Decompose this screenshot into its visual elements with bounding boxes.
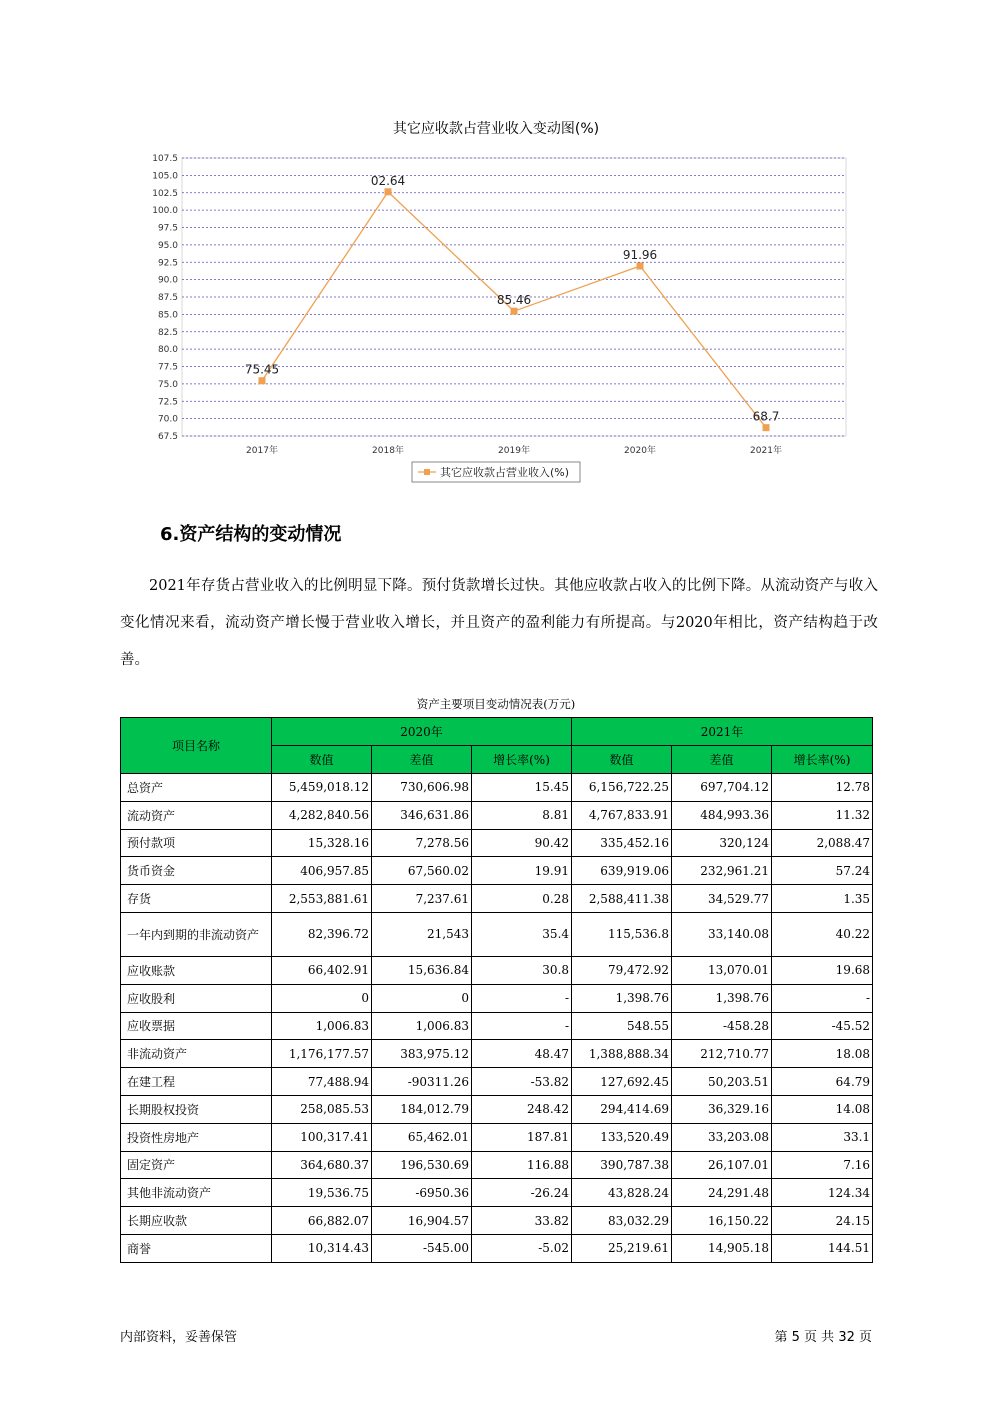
cell-g1: 116.88 — [472, 1151, 572, 1179]
cell-d2: 24,291.48 — [672, 1179, 772, 1207]
table-row — [121, 956, 873, 984]
row-label: 投资性房地产 — [121, 1123, 272, 1151]
cell-g1: 48.47 — [472, 1040, 572, 1068]
cell-d2: 36,329.16 — [672, 1095, 772, 1123]
cell-d1: 21,543 — [372, 912, 472, 956]
y-tick-label: 97.5 — [157, 223, 178, 234]
cell-v2: 639,919.06 — [572, 857, 672, 885]
cell-d2: 697,704.12 — [672, 774, 772, 802]
cell-g1: -26.24 — [472, 1179, 572, 1207]
cell-d1: 7,237.61 — [372, 885, 472, 913]
cell-g2: 1.35 — [772, 885, 873, 913]
row-label: 货币资金 — [121, 857, 272, 885]
cell-g2: 18.08 — [772, 1040, 873, 1068]
cell-g1: 187.81 — [472, 1123, 572, 1151]
cell-g1: 19.91 — [472, 857, 572, 885]
cell-v1: 5,459,018.12 — [272, 774, 372, 802]
cell-v1: 19,536.75 — [272, 1179, 372, 1207]
cell-d2: 484,993.36 — [672, 801, 772, 829]
cell-v2: 127,692.45 — [572, 1068, 672, 1096]
table-row — [121, 1207, 873, 1235]
cell-v2: 6,156,722.25 — [572, 774, 672, 802]
cell-d2: 212,710.77 — [672, 1040, 772, 1068]
cell-v1: 82,396.72 — [272, 912, 372, 956]
subheader-value: 数值 — [272, 746, 372, 774]
cell-g1: 90.42 — [472, 829, 572, 857]
row-label: 一年内到期的非流动资产 — [121, 912, 272, 956]
header-year-2021: 2021年 — [572, 718, 873, 746]
y-tick-label: 75.0 — [157, 379, 178, 390]
table-row — [121, 912, 873, 956]
x-tick-label: 2018年 — [372, 446, 404, 456]
table-row — [121, 885, 873, 913]
page-number: 第 5 页 共 32 页 — [774, 1330, 872, 1345]
cell-g1: 33.82 — [472, 1207, 572, 1235]
cell-g2: 7.16 — [772, 1151, 873, 1179]
chart-svg — [120, 112, 872, 492]
cell-v1: 2,553,881.61 — [272, 885, 372, 913]
cell-g1: -53.82 — [472, 1068, 572, 1096]
row-label: 长期股权投资 — [121, 1095, 272, 1123]
data-point — [385, 188, 392, 195]
legend-marker — [424, 469, 430, 475]
y-tick-label: 92.5 — [157, 258, 178, 269]
cell-v2: 1,398.76 — [572, 984, 672, 1012]
data-label: 85.46 — [496, 293, 532, 308]
cell-g2: 124.34 — [772, 1179, 873, 1207]
cell-v1: 406,957.85 — [272, 857, 372, 885]
section-title: 6.资产结构的变动情况 — [160, 524, 342, 545]
cell-d2: 33,203.08 — [672, 1123, 772, 1151]
data-point — [511, 308, 518, 315]
row-label: 应收股利 — [121, 984, 272, 1012]
cell-v1: 100,317.41 — [272, 1123, 372, 1151]
table-row — [121, 1123, 873, 1151]
cell-d2: -458.28 — [672, 1012, 772, 1040]
cell-d1: 383,975.12 — [372, 1040, 472, 1068]
footer-confidential: 内部资料，妥善保管 — [120, 1330, 238, 1345]
table-row — [121, 1040, 873, 1068]
cell-g2: 40.22 — [772, 912, 873, 956]
cell-v1: 0 — [272, 984, 372, 1012]
cell-d1: -545.00 — [372, 1234, 472, 1262]
cell-v2: 25,219.61 — [572, 1234, 672, 1262]
header-year-2020: 2020年 — [272, 718, 572, 746]
x-tick-label: 2017年 — [246, 446, 278, 456]
row-label: 在建工程 — [121, 1068, 272, 1096]
data-label: 68.7 — [752, 409, 780, 424]
y-tick-label: 70.0 — [157, 414, 178, 425]
cell-d2: 26,107.01 — [672, 1151, 772, 1179]
y-tick-label: 80.0 — [157, 345, 178, 356]
cell-d1: 1,006.83 — [372, 1012, 472, 1040]
cell-v2: 43,828.24 — [572, 1179, 672, 1207]
y-tick-label: 107.5 — [152, 154, 178, 164]
cell-v1: 1,176,177.57 — [272, 1040, 372, 1068]
cell-d2: 320,124 — [672, 829, 772, 857]
cell-d1: -6950.36 — [372, 1179, 472, 1207]
cell-v2: 115,536.8 — [572, 912, 672, 956]
x-tick-label: 2021年 — [750, 446, 782, 456]
cell-v2: 294,414.69 — [572, 1095, 672, 1123]
cell-d1: 730,606.98 — [372, 774, 472, 802]
cell-d1: 16,904.57 — [372, 1207, 472, 1235]
y-tick-label: 77.5 — [157, 362, 178, 373]
cell-d1: -90311.26 — [372, 1068, 472, 1096]
table-row — [121, 1234, 873, 1262]
line-chart — [120, 112, 872, 492]
cell-v1: 15,328.16 — [272, 829, 372, 857]
cell-v1: 4,282,840.56 — [272, 801, 372, 829]
cell-d1: 196,530.69 — [372, 1151, 472, 1179]
cell-d1: 7,278.56 — [372, 829, 472, 857]
cell-v1: 364,680.37 — [272, 1151, 372, 1179]
data-point — [763, 424, 770, 431]
cell-d2: 16,150.22 — [672, 1207, 772, 1235]
section-paragraph: 2021年存货占营业收入的比例明显下降。预付货款增长过快。其他应收款占收入的比例下降。从流动资产与收入变化情况来看，流动资产增长慢于营业收入增长，并且资产的盈利能力有所提高。与2020年相比，资产结构趋于改善。 — [120, 578, 878, 668]
table-row — [121, 829, 873, 857]
cell-d2: 1,398.76 — [672, 984, 772, 1012]
cell-d2: 34,529.77 — [672, 885, 772, 913]
cell-v1: 10,314.43 — [272, 1234, 372, 1262]
legend-label: 其它应收款占营业收入(%) — [440, 466, 570, 479]
subheader-growth: 增长率(%) — [772, 746, 873, 774]
cell-g1: 35.4 — [472, 912, 572, 956]
table-row — [121, 984, 873, 1012]
data-label: 02.64 — [370, 173, 406, 188]
cell-g1: 30.8 — [472, 956, 572, 984]
table-row — [121, 801, 873, 829]
row-label: 应收账款 — [121, 956, 272, 984]
row-label: 长期应收款 — [121, 1207, 272, 1235]
cell-d1: 15,636.84 — [372, 956, 472, 984]
cell-g2: 19.68 — [772, 956, 873, 984]
cell-g2: 57.24 — [772, 857, 873, 885]
subheader-diff: 差值 — [672, 746, 772, 774]
cell-v1: 66,882.07 — [272, 1207, 372, 1235]
cell-g2: 12.78 — [772, 774, 873, 802]
cell-g1: - — [472, 1012, 572, 1040]
x-tick-label: 2020年 — [624, 446, 656, 456]
data-label: 91.96 — [622, 248, 658, 263]
row-label: 其他非流动资产 — [121, 1179, 272, 1207]
cell-v2: 335,452.16 — [572, 829, 672, 857]
row-label: 总资产 — [121, 774, 272, 802]
cell-v2: 4,767,833.91 — [572, 801, 672, 829]
cell-g2: -45.52 — [772, 1012, 873, 1040]
cell-g2: 14.08 — [772, 1095, 873, 1123]
table-row — [121, 1095, 873, 1123]
cell-g2: 33.1 — [772, 1123, 873, 1151]
x-tick-label: 2019年 — [498, 446, 530, 456]
row-label: 存货 — [121, 885, 272, 913]
y-tick-label: 82.5 — [157, 327, 178, 338]
cell-v2: 390,787.38 — [572, 1151, 672, 1179]
data-label: 75.45 — [244, 362, 280, 377]
cell-g1: 8.81 — [472, 801, 572, 829]
subheader-value: 数值 — [572, 746, 672, 774]
table-row — [121, 1179, 873, 1207]
cell-v1: 258,085.53 — [272, 1095, 372, 1123]
subheader-diff: 差值 — [372, 746, 472, 774]
cell-d1: 184,012.79 — [372, 1095, 472, 1123]
cell-v1: 77,488.94 — [272, 1068, 372, 1096]
cell-d2: 13,070.01 — [672, 956, 772, 984]
cell-v1: 66,402.91 — [272, 956, 372, 984]
cell-g2: 64.79 — [772, 1068, 873, 1096]
row-label: 商誉 — [121, 1234, 272, 1262]
y-tick-label: 100.0 — [152, 206, 178, 217]
cell-g1: 0.28 — [472, 885, 572, 913]
cell-d1: 65,462.01 — [372, 1123, 472, 1151]
y-tick-label: 85.0 — [157, 310, 178, 321]
cell-v2: 548.55 — [572, 1012, 672, 1040]
asset-table — [120, 717, 873, 1263]
row-label: 应收票据 — [121, 1012, 272, 1040]
y-tick-label: 67.5 — [157, 432, 178, 442]
cell-v2: 79,472.92 — [572, 956, 672, 984]
y-tick-label: 72.5 — [157, 397, 178, 408]
cell-g2: 144.51 — [772, 1234, 873, 1262]
table-row — [121, 1068, 873, 1096]
y-tick-label: 90.0 — [157, 275, 178, 286]
cell-d2: 50,203.51 — [672, 1068, 772, 1096]
cell-g2: - — [772, 984, 873, 1012]
data-point — [259, 377, 266, 384]
cell-g1: - — [472, 984, 572, 1012]
data-point — [637, 263, 644, 270]
cell-v2: 2,588,411.38 — [572, 885, 672, 913]
cell-g1: -5.02 — [472, 1234, 572, 1262]
table-caption: 资产主要项目变动情况表(万元) — [416, 697, 576, 711]
cell-v2: 83,032.29 — [572, 1207, 672, 1235]
y-tick-label: 95.0 — [157, 240, 178, 251]
cell-d1: 346,631.86 — [372, 801, 472, 829]
subheader-growth: 增长率(%) — [472, 746, 572, 774]
cell-g1: 15.45 — [472, 774, 572, 802]
cell-d2: 232,961.21 — [672, 857, 772, 885]
cell-d2: 33,140.08 — [672, 912, 772, 956]
cell-g2: 11.32 — [772, 801, 873, 829]
cell-d2: 14,905.18 — [672, 1234, 772, 1262]
cell-g2: 2,088.47 — [772, 829, 873, 857]
cell-d1: 0 — [372, 984, 472, 1012]
cell-v1: 1,006.83 — [272, 1012, 372, 1040]
row-label: 预付款项 — [121, 829, 272, 857]
header-item-name: 项目名称 — [121, 718, 272, 774]
table-row — [121, 1012, 873, 1040]
row-label: 固定资产 — [121, 1151, 272, 1179]
cell-v2: 1,388,888.34 — [572, 1040, 672, 1068]
table-row — [121, 774, 873, 802]
table-row — [121, 1151, 873, 1179]
y-tick-label: 105.0 — [152, 171, 178, 182]
cell-g2: 24.15 — [772, 1207, 873, 1235]
y-tick-label: 87.5 — [157, 293, 178, 303]
chart-title: 其它应收款占营业收入变动图(%) — [392, 121, 600, 137]
cell-g1: 248.42 — [472, 1095, 572, 1123]
row-label: 非流动资产 — [121, 1040, 272, 1068]
table-row — [121, 857, 873, 885]
row-label: 流动资产 — [121, 801, 272, 829]
cell-v2: 133,520.49 — [572, 1123, 672, 1151]
y-tick-label: 102.5 — [152, 188, 178, 199]
cell-d1: 67,560.02 — [372, 857, 472, 885]
